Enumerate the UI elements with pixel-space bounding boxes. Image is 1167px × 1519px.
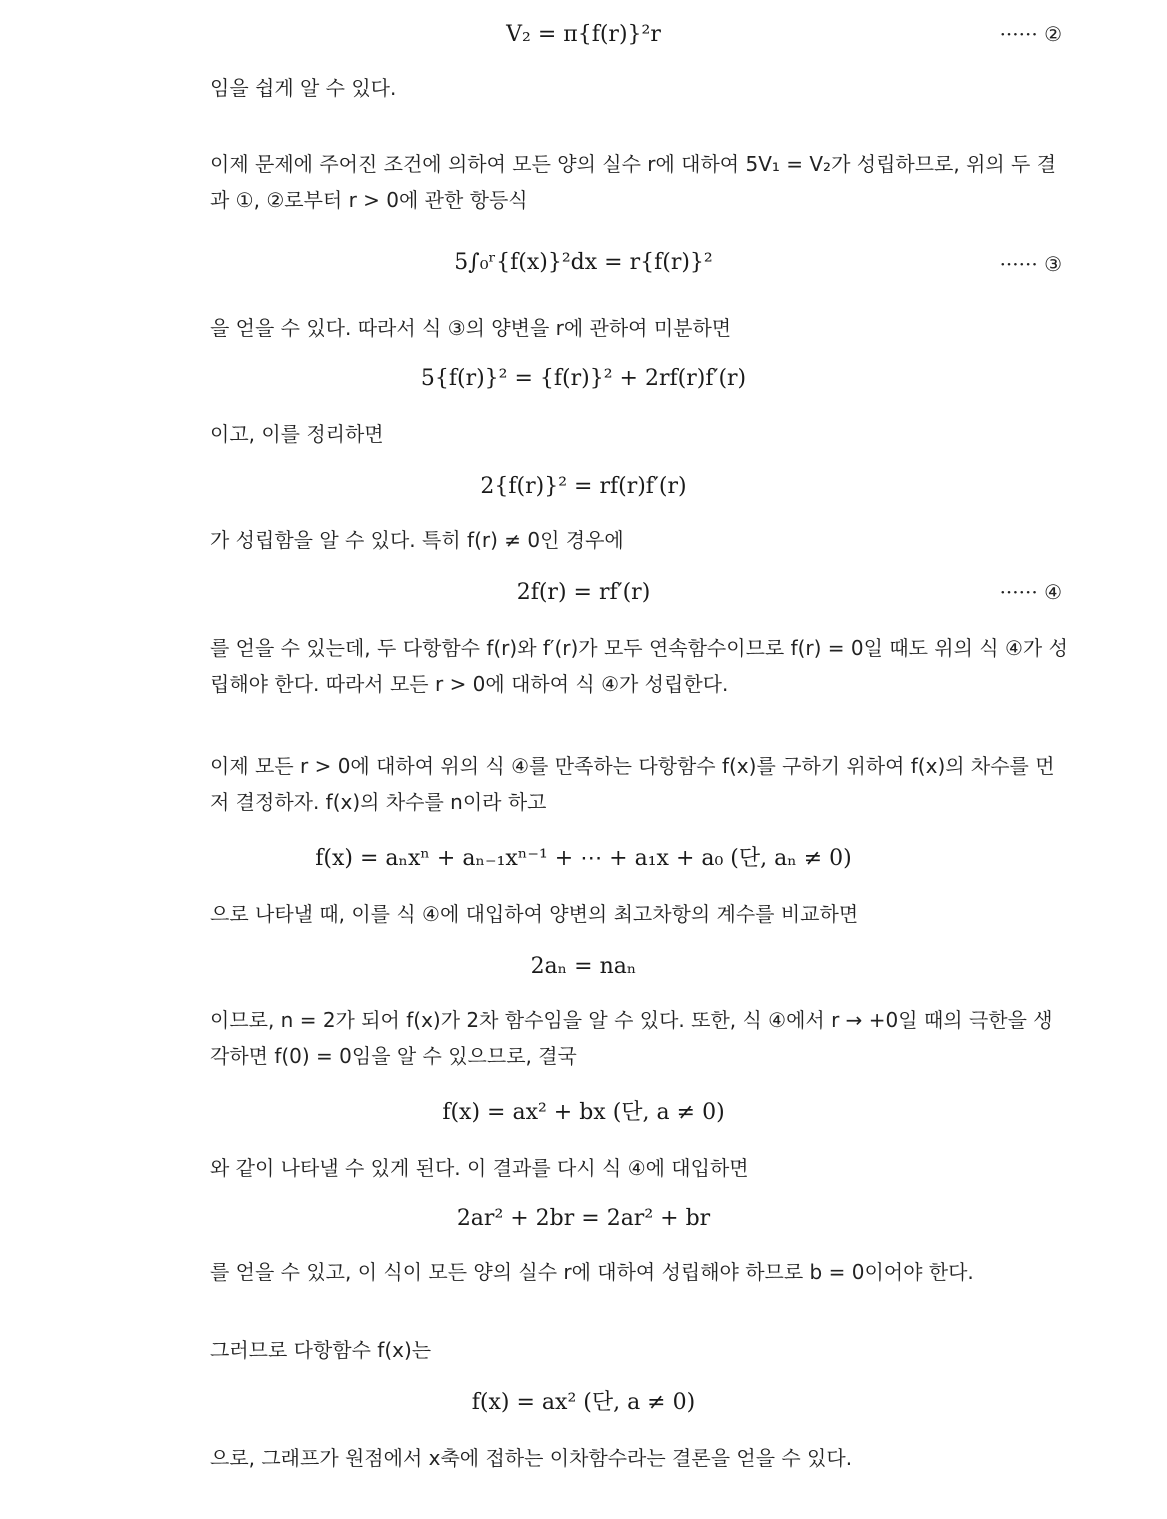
equation-substitution: 2ar² + 2br = 2ar² + br	[456, 1206, 711, 1231]
equation-simplified: 2{f(r)}² = rf(r)f′(r)	[480, 474, 687, 499]
paragraph-12: 그러므로 다항함수 f(x)는	[210, 1338, 432, 1362]
paragraph-13: 으로, 그래프가 원점에서 x축에 접하는 이차함수라는 결론을 얻을 수 있다.	[210, 1446, 853, 1470]
paragraph-10: 와 같이 나타낼 수 있게 된다. 이 결과를 다시 식 ④에 대입하면	[210, 1156, 749, 1180]
paragraph-8: 으로 나타낼 때, 이를 식 ④에 대입하여 양변의 최고차항의 계수를 비교하면	[210, 902, 859, 926]
paragraph-9: 이므로, n = 2가 되어 f(x)가 2차 함수임을 알 수 있다. 또한, 식 ④에서 r → +0일 때의 극한을 생각하면 f(0) = 0임을 알 수 있으므로, 결국	[210, 1008, 1053, 1068]
equation-final: f(x) = ax² (단, a ≠ 0)	[471, 1390, 696, 1415]
equation-derivative: 5{f(r)}² = {f(r)}² + 2rf(r)f′(r)	[420, 366, 747, 391]
paragraph-5: 가 성립함을 알 수 있다. 특히 f(r) ≠ 0인 경우에	[210, 528, 624, 552]
equation-number-3: ······ ③	[999, 252, 1062, 276]
equation-quadratic: f(x) = ax² + bx (단, a ≠ 0)	[442, 1100, 725, 1125]
paragraph-7: 이제 모든 r > 0에 대하여 위의 식 ④를 만족하는 다항함수 f(x)를 구하기 위하여 f(x)의 차수를 먼저 결정하자. f(x)의 차수를 n이라 하고	[210, 754, 1055, 814]
paragraph-4: 이고, 이를 정리하면	[210, 422, 384, 446]
paragraph-1: 임을 쉽게 알 수 있다.	[210, 76, 397, 100]
equation-3: 5∫₀ʳ{f(x)}²dx = r{f(r)}²	[454, 250, 713, 275]
equation-polynomial: f(x) = aₙxⁿ + aₙ₋₁xⁿ⁻¹ + ⋯ + a₁x + a₀ (단, aₙ ≠ 0)	[315, 846, 852, 871]
equation-number-2: ······ ②	[999, 22, 1062, 46]
paragraph-3: 을 얻을 수 있다. 따라서 식 ③의 양변을 r에 관하여 미분하면	[210, 316, 732, 340]
paragraph-6: 를 얻을 수 있는데, 두 다항함수 f(r)와 f′(r)가 모두 연속함수이므로 f(r) = 0일 때도 위의 식 ④가 성립해야 한다. 따라서 모든 r > 0에 대하여 식 ④가 성립한다.	[210, 636, 1068, 696]
paragraph-11: 를 얻을 수 있고, 이 식이 모든 양의 실수 r에 대하여 성립해야 하므로 b = 0이어야 한다.	[210, 1260, 974, 1284]
paragraph-2: 이제 문제에 주어진 조건에 의하여 모든 양의 실수 r에 대하여 5V₁ = V₂가 성립하므로, 위의 두 결과 ①, ②로부터 r > 0에 관한 항등식	[210, 152, 1057, 212]
equation-number-4: ······ ④	[999, 580, 1062, 604]
equation-2: V₂ = π{f(r)}²r	[506, 22, 661, 47]
equation-4: 2f(r) = rf′(r)	[516, 580, 651, 605]
equation-coefficient: 2aₙ = naₙ	[530, 954, 637, 979]
